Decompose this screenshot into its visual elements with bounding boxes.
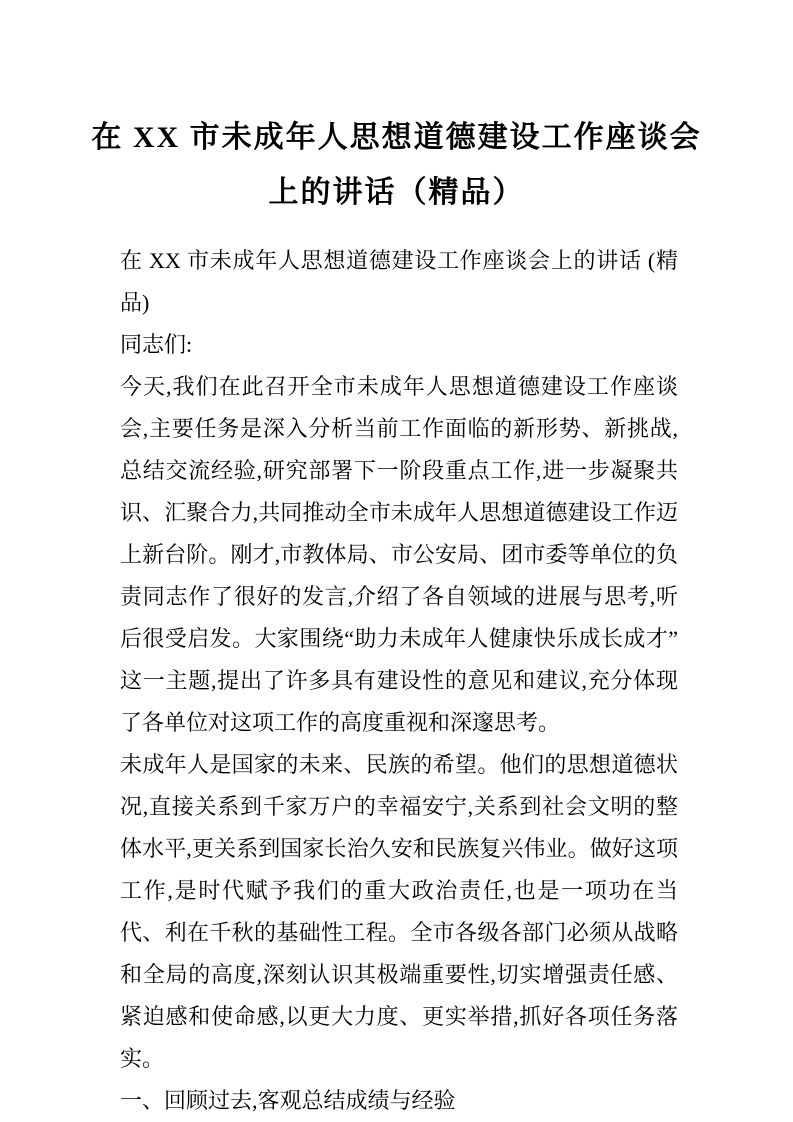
document-title — [0, 0, 793, 220]
document-body — [120, 240, 678, 1122]
paragraph-salutation: 同志们: — [120, 332, 193, 357]
paragraph-title-reference: 在 XX 市未成年人思想道德建设工作座谈会上的讲话 (精品) — [120, 248, 678, 315]
paragraph-significance: 未成年人是国家的未来、民族的希望。他们的思想道德状况,直接关系到千家万户的幸福安宁,关系到社会文明的整体水平,更关系到国家长治久安和民族复兴伟业。做好这项工作,是时代赋予我们的重大政治责任,也是一项功在当代、利在千秋的基础性工程。全市各级各部门必须从战略和全局的高度,深刻认识其极端重要性,切实增强责任感、紧迫感和使命感,以更大力度、更实举措,抓好各项任务落实。 — [120, 752, 678, 1071]
document-title-line-2: 上的讲话（精品） — [268, 176, 525, 209]
document-title-line-1: 在 XX 市未成年人思想道德建设工作座谈会 — [91, 121, 702, 154]
paragraph-opening: 今天,我们在此召开全市未成年人思想道德建设工作座谈会,主要任务是深入分析当前工作面临的新形势、新挑战,总结交流经验,研究部署下一阶段重点工作,进一步凝聚共识、汇聚合力,共同推动全市未成年人思想道德建设工作迈上新台阶。刚才,市教体局、市公安局、团市委等单位的负责同志作了很好的发言,介绍了各自领域的进展与思考,听后很受启发。大家围绕“助力未成年人健康快乐成长成才”这一主题,提出了许多具有建设性的意见和建议,充分体现了各单位对这项工作的高度重视和深邃思考。 — [120, 374, 678, 735]
section-heading-one: 一、回顾过去,客观总结成绩与经验 — [120, 1088, 456, 1113]
